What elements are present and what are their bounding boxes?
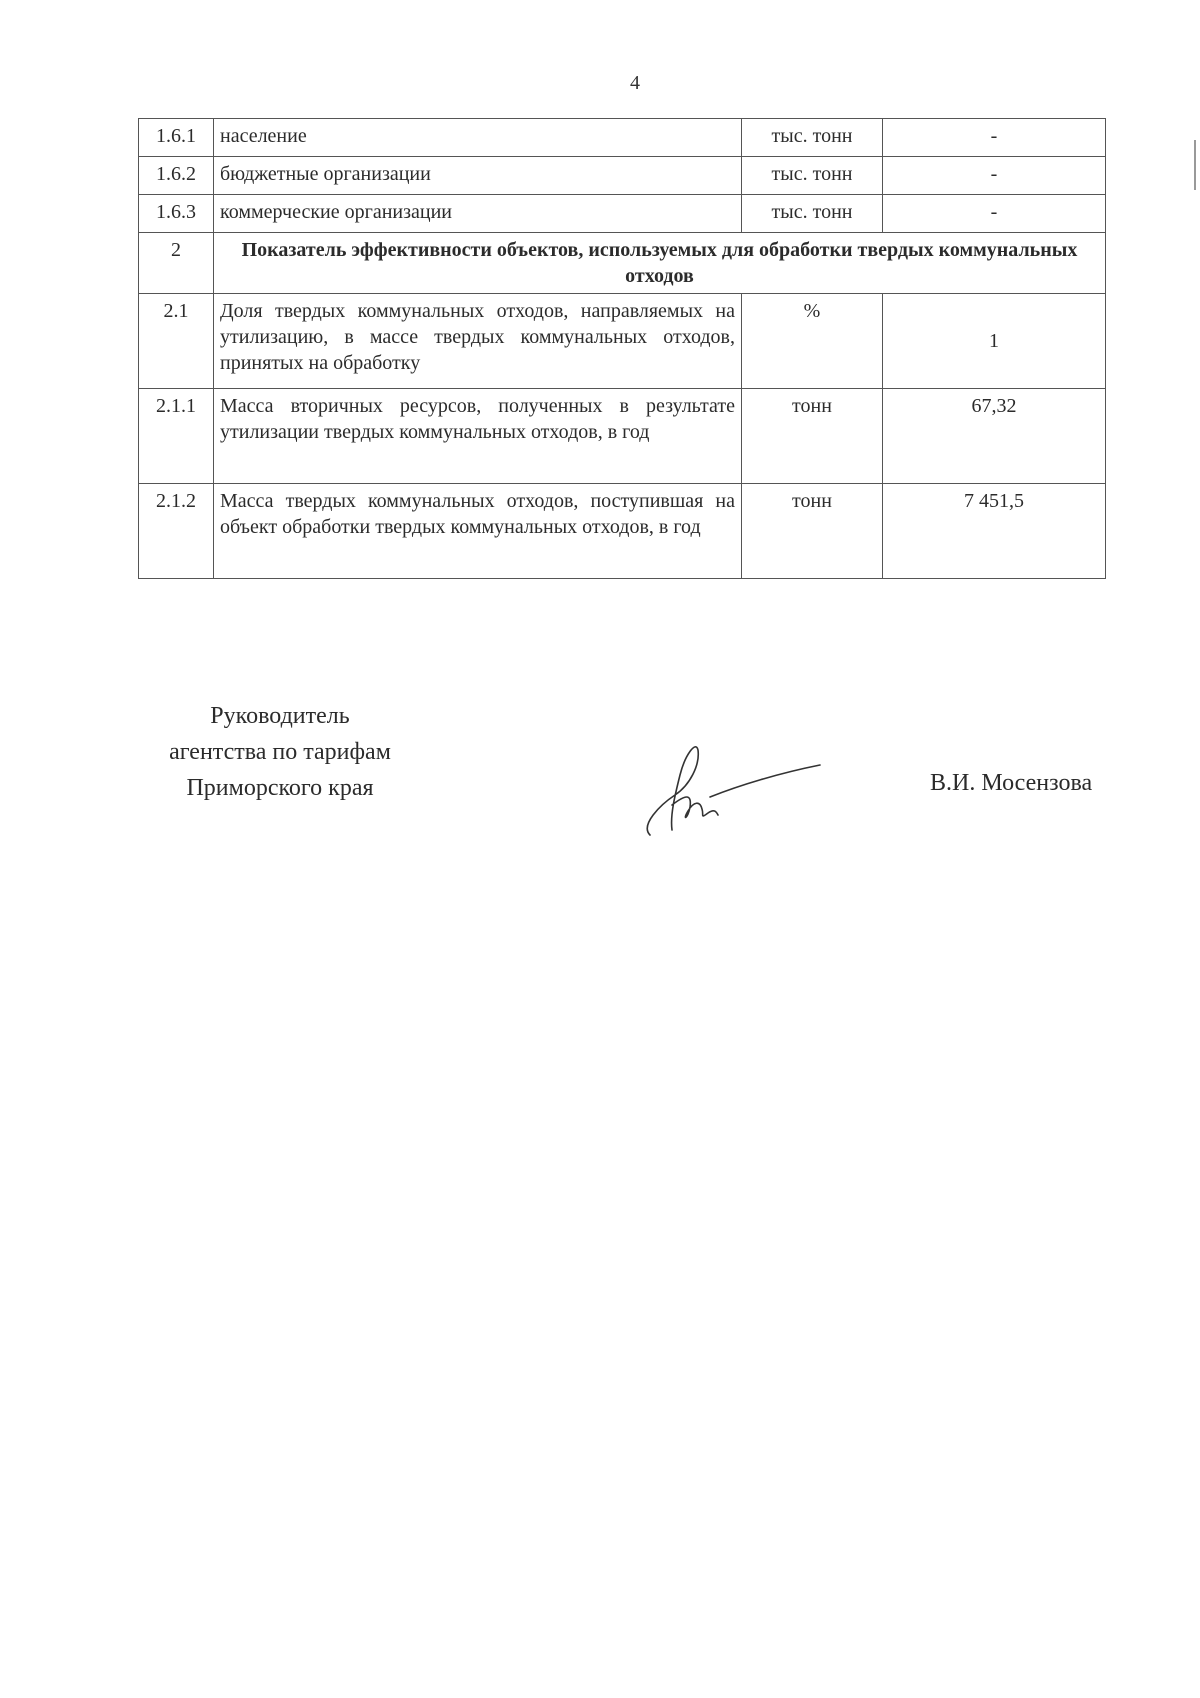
row-value: 67,32 [883, 389, 1106, 484]
page-number: 4 [630, 72, 640, 94]
table-row [139, 389, 1106, 484]
signatory-title [130, 698, 430, 806]
row-value: 7 451,5 [883, 484, 1106, 579]
table-row [139, 157, 1106, 195]
row-value: 1 [883, 294, 1106, 389]
row-unit: тыс. тонн [742, 157, 883, 195]
row-name: Масса твердых коммунальных отходов, поступившая на объект обработки твердых коммунальных отходов, в год [214, 484, 742, 579]
signatory-title-line: агентства по тарифам [169, 739, 391, 765]
signatory-title-line: Приморского края [186, 775, 374, 801]
row-number: 2.1 [139, 294, 214, 389]
row-number: 1.6.3 [139, 195, 214, 233]
section-number: 2 [139, 233, 214, 294]
signatory-name: В.И. Мосензова [930, 770, 1093, 796]
row-value: - [883, 157, 1106, 195]
section-row [139, 233, 1106, 294]
row-number: 1.6.1 [139, 119, 214, 157]
row-unit: тонн [742, 484, 883, 579]
row-unit: % [742, 294, 883, 389]
table-row [139, 484, 1106, 579]
row-name: Масса вторичных ресурсов, полученных в результате утилизации твердых коммунальных отходов, в год [214, 389, 742, 484]
row-name: Доля твердых коммунальных отходов, направляемых на утилизацию, в массе твердых коммунальных отходов, принятых на обработку [214, 294, 742, 389]
row-unit: тыс. тонн [742, 195, 883, 233]
row-number: 2.1.2 [139, 484, 214, 579]
row-unit: тыс. тонн [742, 119, 883, 157]
row-name: население [214, 119, 742, 157]
row-unit: тонн [742, 389, 883, 484]
table-row [139, 294, 1106, 389]
row-number: 2.1.1 [139, 389, 214, 484]
section-title: Показатель эффективности объектов, используемых для обработки твердых коммунальных отходов [214, 233, 1106, 294]
handwritten-signature [630, 735, 830, 845]
row-name: бюджетные организации [214, 157, 742, 195]
row-name: коммерческие организации [214, 195, 742, 233]
row-value: - [883, 119, 1106, 157]
row-number: 1.6.2 [139, 157, 214, 195]
indicators-table [138, 118, 1106, 579]
signatory-title-line: Руководитель [210, 703, 350, 729]
table-row [139, 195, 1106, 233]
table-row [139, 119, 1106, 157]
row-value: - [883, 195, 1106, 233]
scan-edge-mark [1194, 140, 1196, 190]
